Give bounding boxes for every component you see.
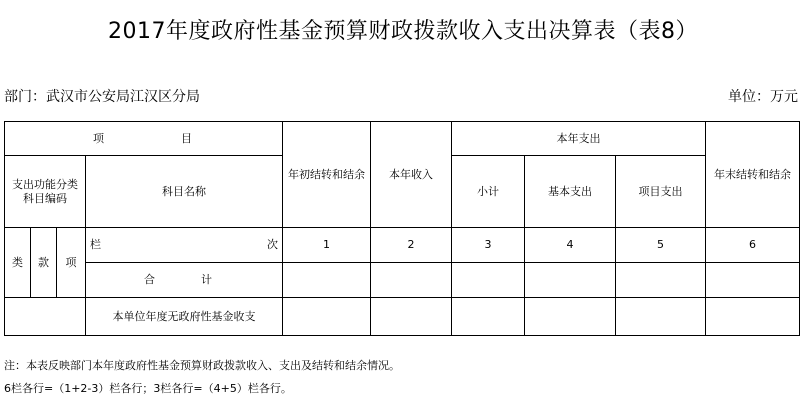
col-number-5: 5 xyxy=(616,228,706,263)
end-balance-header: 年末结转和结余 xyxy=(706,122,800,228)
note-cell-3 xyxy=(452,298,525,336)
total-cell-2 xyxy=(371,263,452,298)
item-header-left: 项 xyxy=(93,131,104,145)
begin-balance-header: 年初结转和结余 xyxy=(283,122,371,228)
col-number-1: 1 xyxy=(283,228,371,263)
subject-name-header: 科目名称 xyxy=(86,156,283,228)
item-header-cell xyxy=(5,122,283,156)
budget-table xyxy=(4,121,800,336)
project-exp-header: 项目支出 xyxy=(616,156,706,228)
note-row-text: 本单位年度无政府性基金收支 xyxy=(86,298,283,336)
total-cell-1 xyxy=(283,263,371,298)
unit-label: 单位：万元 xyxy=(728,89,798,105)
footnote-1: 注：本表反映部门本年度政府性基金预算财政拨款收入、支出及结转和结余情况。 xyxy=(4,359,400,372)
section-label: 款 xyxy=(31,228,57,298)
basic-exp-header: 基本支出 xyxy=(525,156,616,228)
class-label: 类 xyxy=(5,228,31,298)
note-cell-6 xyxy=(706,298,800,336)
func-code-header: 支出功能分类科目编码 xyxy=(5,156,86,228)
department-label: 部门：武汉市公安局江汉区分局 xyxy=(4,89,200,105)
column-label-cell xyxy=(86,228,283,263)
note-row xyxy=(5,298,800,336)
total-label-right: 计 xyxy=(201,273,212,286)
total-cell-4 xyxy=(525,263,616,298)
item-header-right: 目 xyxy=(181,131,192,145)
report-title: 2017年度政府性基金预算财政拨款收入支出决算表（表8） xyxy=(108,19,698,44)
income-header: 本年收入 xyxy=(371,122,452,228)
column-label-right: 次 xyxy=(267,238,278,251)
total-cell-6 xyxy=(706,263,800,298)
item-label: 项 xyxy=(57,228,86,298)
column-number-row xyxy=(5,228,800,263)
note-cell-5 xyxy=(616,298,706,336)
expenditure-header: 本年支出 xyxy=(452,122,706,156)
total-cell-3 xyxy=(452,263,525,298)
col-number-3: 3 xyxy=(452,228,525,263)
total-label-left: 合 xyxy=(144,273,155,286)
total-row xyxy=(5,263,800,298)
col-number-2: 2 xyxy=(371,228,452,263)
note-cell-4 xyxy=(525,298,616,336)
total-label-cell xyxy=(86,263,283,298)
col-number-4: 4 xyxy=(525,228,616,263)
col-number-6: 6 xyxy=(706,228,800,263)
footnote-2: 6栏各行=（1+2-3）栏各行；3栏各行=（4+5）栏各行。 xyxy=(4,382,292,395)
total-cell-5 xyxy=(616,263,706,298)
note-cell-2 xyxy=(371,298,452,336)
note-row-code-cell xyxy=(5,298,86,336)
note-cell-1 xyxy=(283,298,371,336)
column-label-left: 栏 xyxy=(90,238,101,251)
subtotal-header: 小计 xyxy=(452,156,525,228)
header-row-1 xyxy=(5,122,800,156)
